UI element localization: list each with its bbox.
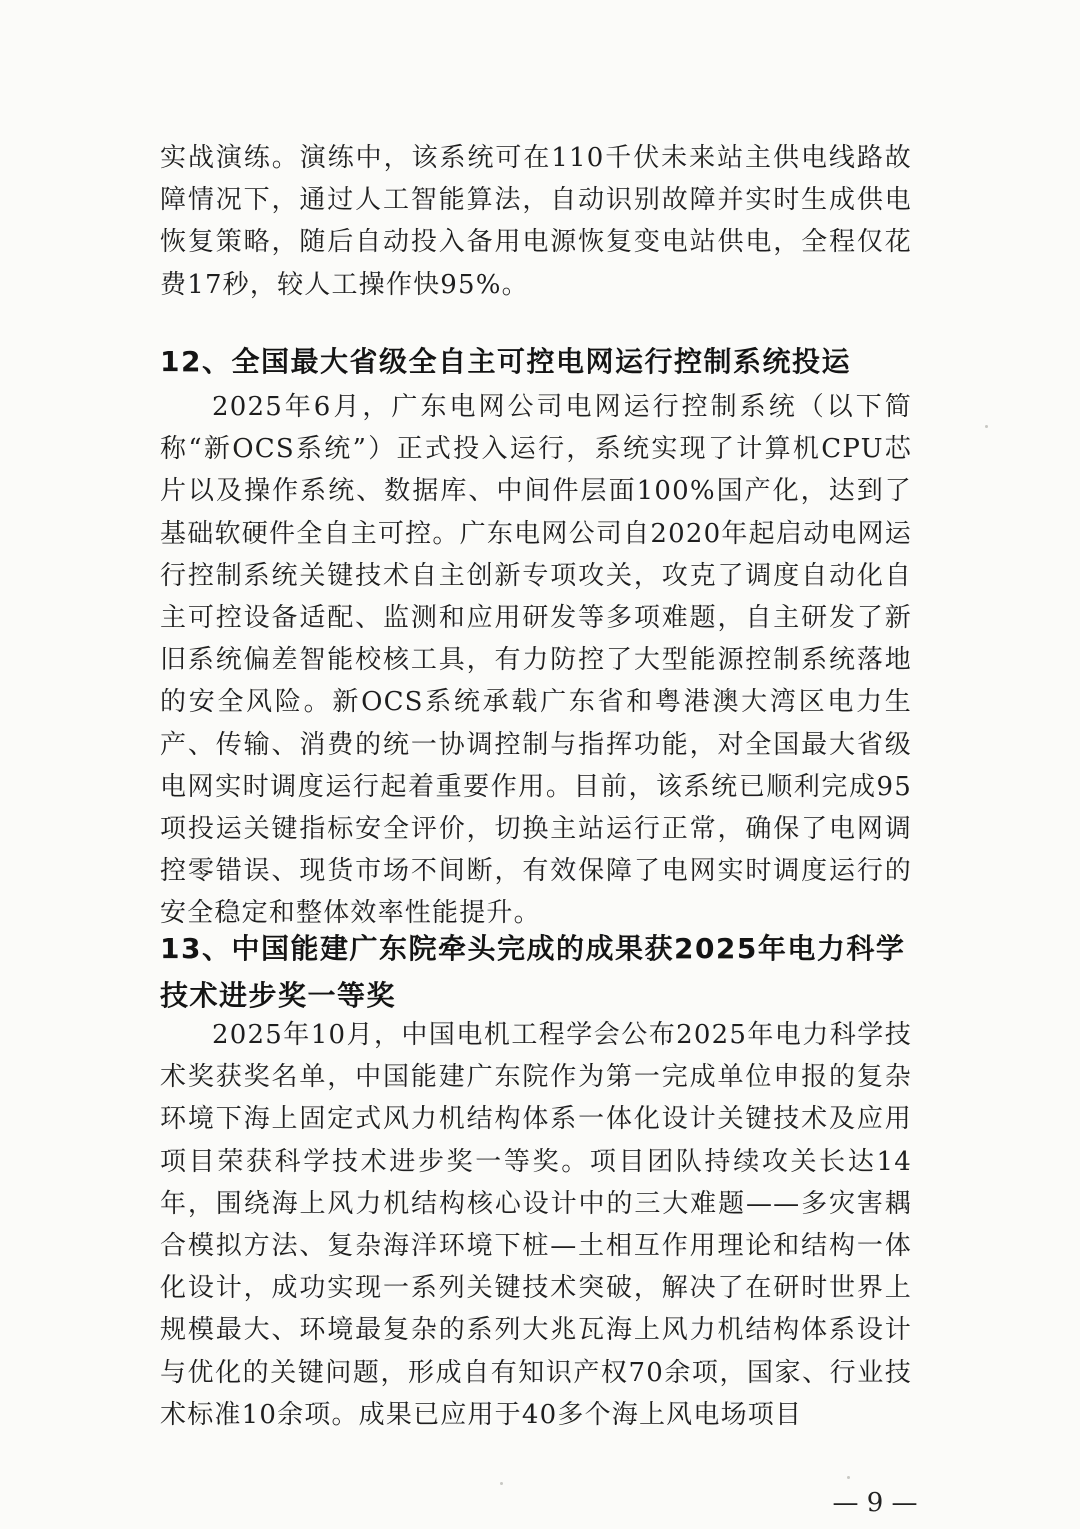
page-number: — 9 — xyxy=(832,1488,918,1518)
section-12-heading-block xyxy=(160,338,912,385)
scan-speck xyxy=(847,1476,850,1479)
section-13-paragraph xyxy=(160,1014,912,1436)
section-13-heading: 13、中国能建广东院牵头完成的成果获2025年电力科学技术进步奖一等奖 xyxy=(160,932,906,1012)
scan-speck xyxy=(500,1482,503,1485)
paragraph-intro-continuation xyxy=(160,137,912,306)
paragraph-text: 实战演练。演练中，该系统可在110千伏未来站主供电线路故障情况下，通过人工智能算法，自动识别故障并实时生成供电恢复策略，随后自动投入备用电源恢复变电站供电，全程仅花费17秒，较人工操作快95%。 xyxy=(160,143,912,300)
section-12-heading: 12、全国最大省级全自主可控电网运行控制系统投运 xyxy=(160,345,851,378)
paragraph-text: 2025年6月，广东电网公司电网运行控制系统（以下简称“新OCS系统”）正式投入运行，系统实现了计算机CPU芯片以及操作系统、数据库、中间件层面100%国产化，达到了基础软硬件全自主可控。广东电网公司自2020年起启动电网运行控制系统关键技术自主创新专项攻关，攻克了调度自动化自主可控设备适配、监测和应用研发等多项难题，自主研发了新旧系统偏差智能校核工具，有力防控了大型能源控制系统落地的安全风险。新OCS系统承载广东省和粤港澳大湾区电力生产、传输、消费的统一协调控制与指挥功能，对全国最大省级电网实时调度运行起着重要作用。目前，该系统已顺利完成95项投运关键指标安全评价，切换主站运行正常，确保了电网调控零错误、现货市场不间断，有效保障了电网实时调度运行的安全稳定和整体效率性能提升。 xyxy=(160,392,912,929)
paragraph-text: 2025年10月，中国电机工程学会公布2025年电力科学技术奖获奖名单，中国能建广东院作为第一完成单位申报的复杂环境下海上固定式风力机结构体系一体化设计关键技术及应用项目荣获科学技术进步奖一等奖。项目团队持续攻关长达14年，围绕海上风力机结构核心设计中的三大难题——多灾害耦合模拟方法、复杂海洋环境下桩—土相互作用理论和结构一体化设计，成功实现一系列关键技术突破，解决了在研时世界上规模最大、环境最复杂的系列大兆瓦海上风力机结构体系设计与优化的关键问题，形成自有知识产权70余项，国家、行业技术标准10余项。成果已应用于40多个海上风电场项目 xyxy=(160,1020,912,1430)
section-12-paragraph xyxy=(160,386,912,935)
section-13-heading-block xyxy=(160,925,912,1019)
scan-speck xyxy=(985,425,988,428)
